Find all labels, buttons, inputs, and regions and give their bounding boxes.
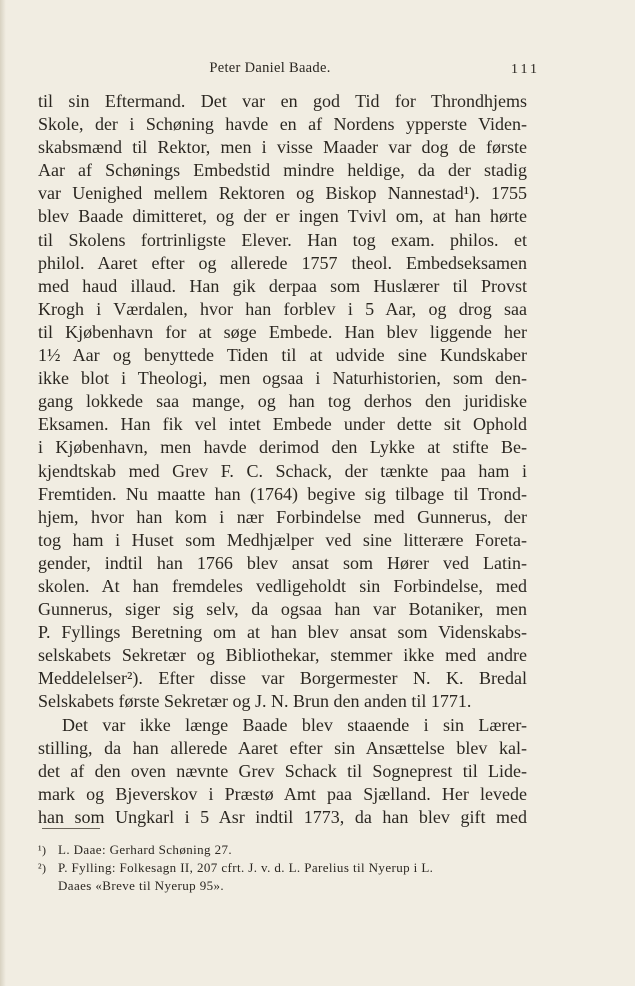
text-line: stilling, da han allerede Aaret efter sin Ansættelse blev kal- [38,737,527,758]
page-header [0,60,635,84]
text-line: philol. Aaret efter og allerede 1757 theol. Embedseksamen [38,252,527,273]
footnote-text: P. Fylling: Folkesagn II, 207 cfrt. J. v. d. L. Parelius til Nyerup i L. [58,860,434,875]
text-line: Krogh i Værdalen, hvor han forblev i 5 Aar, og drog saa [38,298,527,319]
text-line: ikke blot i Theologi, men ogsaa i Naturhistorien, som den- [38,368,527,389]
footnote-mark: ¹) [38,843,47,857]
text-line: i Kjøbenhavn, men havde derimod den Lykke at stifte Be- [38,437,527,458]
text-line: Aar af Schønings Embedstid mindre heldige, da der stadig [38,160,527,181]
footnote-mark: ²) [38,861,47,875]
footnote-text: L. Daae: Gerhard Schøning 27. [58,842,233,857]
footnote-continuation: Daaes «Breve til Nyerup 95». [58,878,225,893]
text-line: han som Ungkarl i 5 Asr indtil 1773, da han blev gift med [38,806,527,827]
text-line: skabsmænd til Rektor, men i visse Maader var dog de første [38,137,527,158]
text-line: Selskabets første Sekretær og J. N. Brun den anden til 1771. [38,691,472,712]
text-line: Gunnerus, siger sig selv, da ogsaa han var Botaniker, men [38,599,527,620]
text-line: Meddelelser²). Efter disse var Borgermester N. K. Bredal [38,668,527,689]
text-line: det af den oven nævnte Grev Schack til Sogneprest til Lide- [38,760,527,781]
page-edge [0,0,6,986]
text-line: til Kjøbenhavn for at søge Embede. Han blev liggende her [38,321,527,342]
text-line: 1½ Aar og benyttede Tiden til at udvide sine Kundskaber [38,345,527,366]
text-line: hjem, hvor han kom i nær Forbindelse med Gunnerus, der [38,506,527,527]
text-line: til Skolens fortrinligste Elever. Han tog exam. philos. et [38,229,527,250]
text-line: gang lokkede saa mange, og han tog derhos den juridiske [38,391,527,412]
text-line: var Uenighed mellem Rektoren og Biskop Nannestad¹). 1755 [38,183,527,204]
page-number: 111 [511,62,540,77]
running-title: Peter Daniel Baade. [209,60,331,76]
footnote-rule [42,828,100,829]
text-line: kjendtskab med Grev F. C. Schack, der tænkte paa ham i [38,460,527,481]
body-text [38,90,527,829]
footnote [38,859,538,877]
text-line: gender, indtil han 1766 blev ansat som Hører ved Latin- [38,552,527,573]
text-line: Fremtiden. Nu maatte han (1764) begive sig tilbage til Trond- [38,483,527,504]
text-line: til sin Eftermand. Det var en god Tid for Throndhjems [38,91,527,111]
text-line: Skole, der i Schøning havde en af Nordens ypperste Viden- [38,114,527,135]
text-line: selskabets Sekretær og Bibliothekar, stemmer ikke med andre [38,645,527,666]
text-line: Det var ikke længe Baade blev staaende i sin Lærer- [62,714,527,735]
footnotes [38,841,538,894]
text-line: tog ham i Huset som Medhjælper ved sine litterære Foreta- [38,529,527,550]
text-line: med haud illaud. Han gik derpaa som Huslærer til Provst [38,275,527,296]
text-line: P. Fyllings Beretning om at han blev ansat som Videnskabs- [38,622,527,643]
text-line: blev Baade dimitteret, og der er ingen Tvivl om, at han hørte [38,206,527,227]
text-line: Eksamen. Han fik vel intet Embede under dette sit Ophold [38,414,527,435]
footnote [38,841,538,859]
text-line: skolen. At han fremdeles vedligeholdt sin Forbindelse, med [38,575,527,596]
text-line: mark og Bjeverskov i Præstø Amt paa Sjælland. Her levede [38,783,527,804]
